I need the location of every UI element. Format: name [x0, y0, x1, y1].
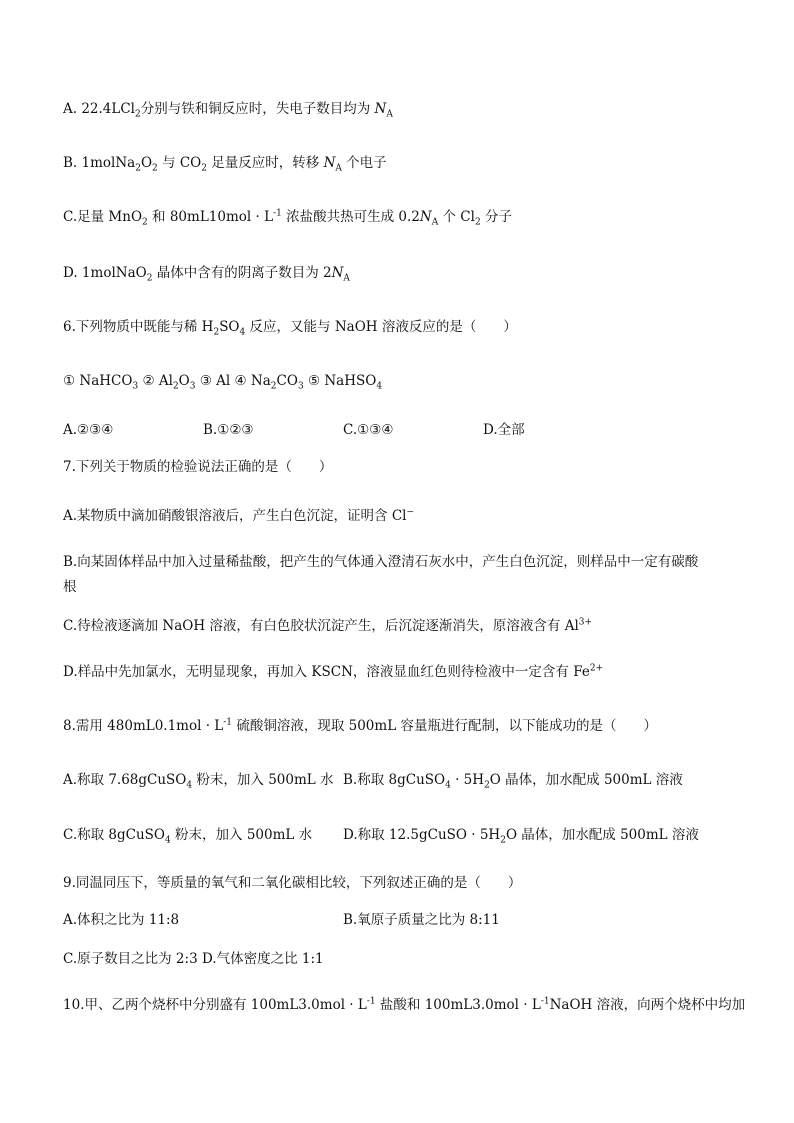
q8-option-d: D.称取 12.5gCuSO · $5H_2O$ 晶体，加水配成 500mL 溶液 [343, 827, 699, 846]
q7-option-a: A.某物质中滴加硝酸银溶液后，产生白色沉淀，证明含 Cl− [63, 507, 415, 524]
q6-option-a: A.②③④ [63, 422, 114, 438]
q8-stem: 8.需用 $480mL0.1mol \cdot L^{-1}$ 硫酸铜溶液，现取 500mL 容量瓶进行配制，以下能成功的是（ ） [63, 717, 657, 734]
q5-option-c: C.足量 MnO$_2$ 和 $80mL10mol \cdot L^{-1}$ 浓盐酸共热可生成 $0.2N_A$ 个 $Cl_2$ 分子 [63, 208, 512, 228]
q7-option-b-line2: 根 [63, 579, 77, 595]
q9-stem: 9.同温同压下，等质量的氧气和二氧化碳相比较，下列叙述正确的是（ ） [63, 875, 522, 891]
q6-items: ① NaHCO$_3$ ② $Al_2O_3$ ③ Al ④ $Na_2CO_3$ ⑤ NaHSO$_4$ [63, 373, 383, 392]
q5-option-d: D. 1molNaO$_2$ 晶体中含有的阴离子数目为 $2N_A$ [63, 265, 350, 284]
q8-option-a: A.称取 7.68gCuSO$_4$ 粉末，加入 500mL 水 [63, 772, 334, 791]
q6-option-c: C.①③④ [343, 422, 394, 438]
q9-option-cd: C.原子数目之比为 2:3 D.气体密度之比 1:1 [63, 951, 324, 967]
q8-option-b: B.称取 8gCuSO$_4$ · $5H_2O$ 晶体，加水配成 500mL 溶液 [343, 772, 683, 791]
q8-option-c: C.称取 8gCuSO$_4$ 粉末，加入 500mL 水 [63, 827, 313, 846]
q7-option-b-line1: B.向某固体样品中加入过量稀盐酸，把产生的气体通入澄清石灰水中，产生白色沉淀，则样品中一定有碳酸 [63, 554, 699, 570]
q5-option-b: B. $1molNa_2O_2$ 与 $CO_2$ 足量反应时，转移 $N_A$ 个电子 [63, 155, 387, 174]
q6-option-d: D.全部 [483, 422, 525, 438]
q9-option-a: A.体积之比为 11:8 [63, 912, 180, 928]
q9-option-b: B.氧原子质量之比为 8:11 [343, 912, 500, 928]
q6-option-b: B.①②③ [203, 422, 254, 438]
q5-option-a: A. 22.4LCl$_2$分别与铁和铜反应时，失电子数目均为 $N_A$ [63, 101, 393, 120]
q7-stem: 7.下列关于物质的检验说法正确的是（ ） [63, 459, 333, 475]
q7-option-c: C.待检液逐滴加 NaOH 溶液，有白色胶状沉淀产生，后沉淀逐渐消失，原溶液含有 $Al^{3+}$ [63, 617, 593, 634]
q7-option-d: D.样品中先加氯水，无明显现象，再加入 KSCN，溶液显血红色则待检液中一定含有 $Fe^{2+}$ [63, 663, 604, 680]
q10-stem: 10.甲、乙两个烧杯中分别盛有 $100mL3.0mol \cdot L^{-1}$ 盐酸和 $100mL3.0mol \cdot L^{-1}NaOH$ 溶液，向两个烧杯中均加 [63, 996, 746, 1013]
q6-stem: 6.下列物质中既能与稀 $H_2SO_4$ 反应，又能与 NaOH 溶液反应的是（ ） [63, 319, 517, 338]
